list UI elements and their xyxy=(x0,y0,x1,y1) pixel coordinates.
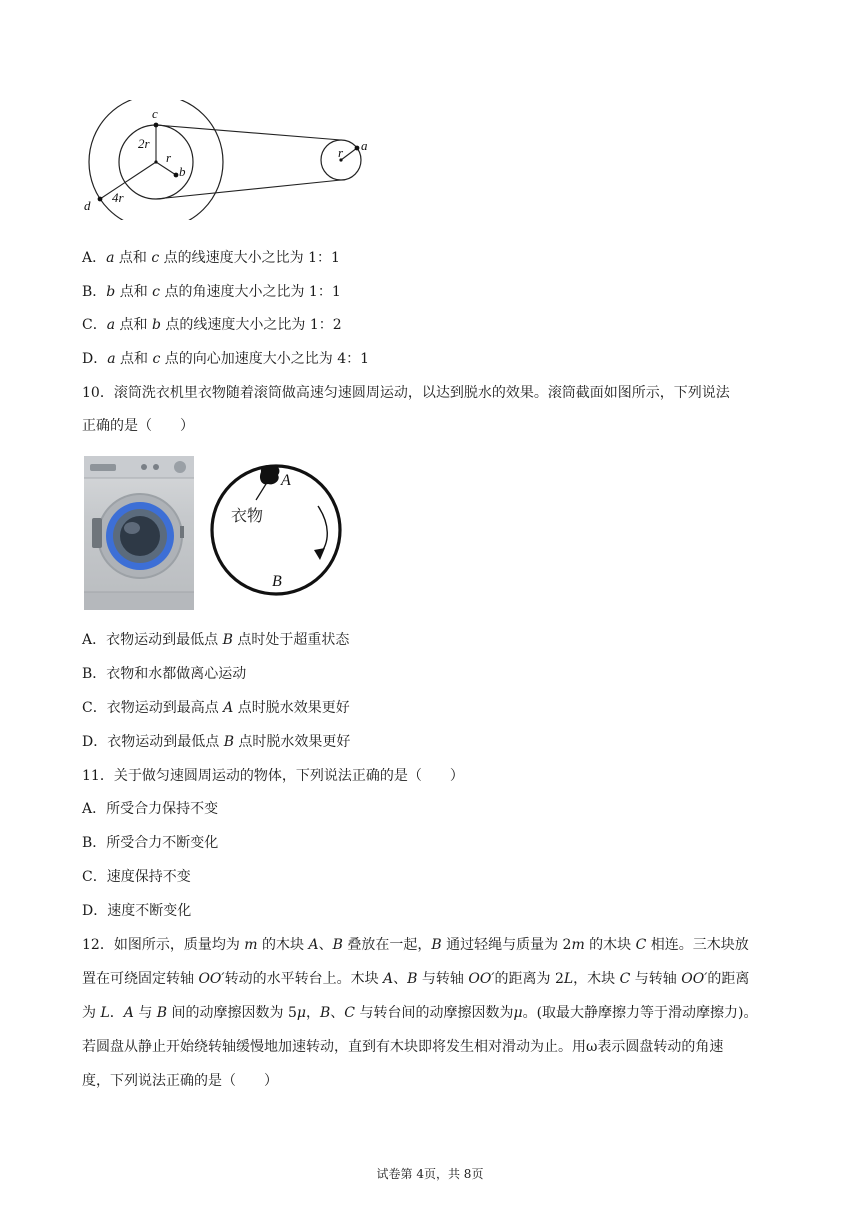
point-a xyxy=(355,146,360,151)
q12-stem-line4: 若圆盘从静止开始绕转轴缓慢地加速转动，直到有木块即将发生相对滑动为止。用ω表示圆盘转动的角速 xyxy=(82,1039,724,1055)
point-b xyxy=(174,173,179,178)
point-c xyxy=(154,123,159,128)
q9-option-b: B．b 点和 c 点的角速度大小之比为 1：1 xyxy=(82,284,341,300)
q12-stem-line2: 置在可绕固定转轴 OO′转动的水平转台上。木块 A、B 与转轴 OO′的距离为 2L，木块 C 与转轴 OO′的距离 xyxy=(82,971,750,987)
pulley-diagram xyxy=(78,100,378,220)
q12-stem-line3: 为 L．A 与 B 间的动摩擦因数为 5μ，B、C 与转台间的动摩擦因数为μ。(取最大静摩擦力等于滑动摩擦力)。 xyxy=(82,1005,758,1021)
q9-option-a: A．a 点和 c 点的线速度大小之比为 1：1 xyxy=(82,250,340,266)
q9-option-d: D．a 点和 c 点的向心加速度大小之比为 4：1 xyxy=(82,351,370,367)
belt-bottom xyxy=(156,180,341,199)
label-clothes: 衣物 xyxy=(231,506,264,525)
q12-stem-line1: 12．如图所示，质量均为 m 的木块 A、B 叠放在一起，B 通过轻绳与质量为 2m 的木块 C 相连。三木块放 xyxy=(82,937,749,953)
drum-cross-section xyxy=(204,458,348,602)
rotation-arrow-head xyxy=(314,548,325,560)
label-4r: 4r xyxy=(112,190,124,205)
q10-option-c: C．衣物运动到最高点 A 点时脱水效果更好 xyxy=(82,700,350,716)
label-r-inner: r xyxy=(166,150,172,165)
q11-option-d: D．速度不断变化 xyxy=(82,903,192,919)
clothes-pointer xyxy=(256,484,266,500)
q10-option-b: B．衣物和水都做离心运动 xyxy=(82,666,247,682)
washing-machine-icon xyxy=(84,456,194,610)
q11-option-b: B．所受合力不断变化 xyxy=(82,835,219,851)
q10-stem-line1: 10．滚筒洗衣机里衣物随着滚筒做高速匀速圆周运动，以达到脱水的效果。滚筒截面如图所示，下列说法 xyxy=(82,385,730,401)
label-a: a xyxy=(361,138,368,153)
label-d: d xyxy=(84,198,91,213)
label-point-b: B xyxy=(272,573,282,590)
washing-machine-photo xyxy=(84,456,194,610)
label-2r: 2r xyxy=(138,136,150,151)
q11-option-a: A．所受合力保持不变 xyxy=(82,801,219,817)
radius-to-a xyxy=(341,148,357,160)
rotation-arrow xyxy=(318,506,327,554)
clothes-icon xyxy=(260,465,279,484)
q9-option-c: C．a 点和 b 点的线速度大小之比为 1：2 xyxy=(82,317,342,333)
label-point-a: A xyxy=(281,472,291,489)
q10-option-a: A．衣物运动到最低点 B 点时处于超重状态 xyxy=(82,632,350,648)
point-d xyxy=(98,197,103,202)
q11-option-c: C．速度保持不变 xyxy=(82,869,191,885)
q10-stem-line2: 正确的是（ ） xyxy=(82,418,194,434)
radius-to-d xyxy=(100,162,156,199)
page-footer: 试卷第 4页，共 8页 xyxy=(376,1167,484,1181)
q11-stem: 11．关于做匀速圆周运动的物体，下列说法正确的是（ ） xyxy=(82,768,464,784)
large-wheel-center xyxy=(154,160,157,163)
label-b: b xyxy=(179,164,186,179)
label-c: c xyxy=(152,106,158,121)
q10-option-d: D．衣物运动到最低点 B 点时脱水效果更好 xyxy=(82,734,351,750)
label-r-small: r xyxy=(338,145,344,160)
q12-stem-line5: 度，下列说法正确的是（ ） xyxy=(82,1073,278,1089)
